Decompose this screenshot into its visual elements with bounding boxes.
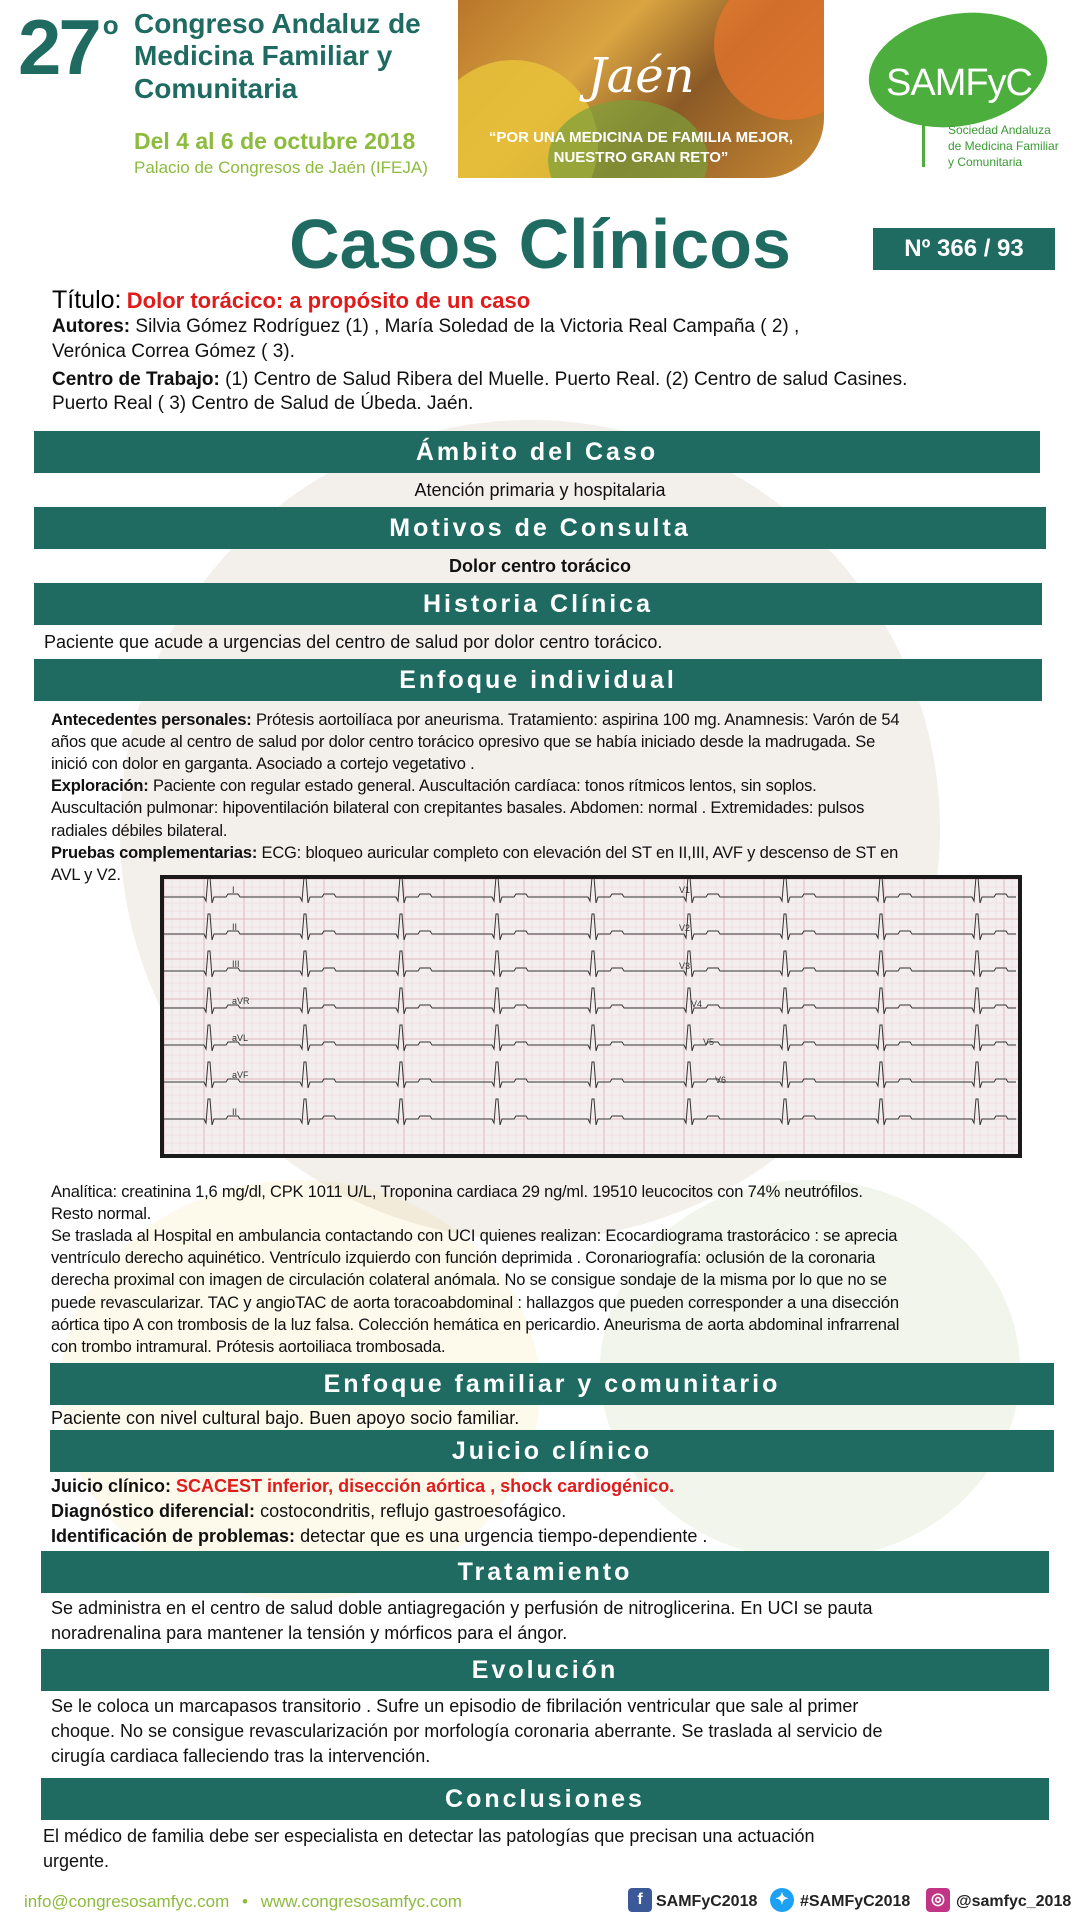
section-historia-heading: Historia Clínica	[34, 583, 1042, 625]
section-tratamiento-heading: Tratamiento	[41, 1551, 1049, 1593]
section-motivos-heading: Motivos de Consulta	[34, 507, 1046, 549]
ecg-lead-label: aVF	[232, 1070, 249, 1080]
congress-dates: Del 4 al 6 de octubre 2018	[134, 128, 416, 154]
ecg-lead-label: V1	[679, 885, 691, 895]
ecg-lead-label: V5	[703, 1037, 715, 1047]
section-historia-text: Paciente que acude a urgencias del centro de salud por dolor centro torácico.	[44, 632, 663, 652]
section-enfoque-familiar-heading: Enfoque familiar y comunitario	[50, 1363, 1054, 1405]
ecg-lead-label: III	[232, 959, 240, 969]
congress-venue: Palacio de Congresos de Jaén (IFEJA)	[134, 158, 428, 177]
section-tratamiento-text: Se administra en el centro de salud doble antiagregación y perfusión de nitroglicerina. En UCI se pauta noradrenalina para mantener la tensión y mórficos para el ángor.	[51, 1598, 873, 1644]
section-motivos-text: Dolor centro torácico	[448, 556, 632, 576]
ecg-lead-label: V4	[691, 999, 703, 1009]
ecg-lead-label: V3	[679, 961, 691, 971]
edition-number: 27 $^o$	[18, 3, 116, 91]
footer-contact: info@congresosamfyc.com • www.congresosamfyc.com	[24, 1892, 462, 1911]
ecg-lead-label: V6	[715, 1075, 727, 1085]
twitter-icon[interactable]: ✦	[770, 1888, 794, 1912]
footer-email[interactable]: info@congresosamfyc.com	[24, 1892, 230, 1911]
ecg-lead-label: V2	[679, 923, 691, 933]
ecg-lead-label: I	[232, 885, 235, 895]
section-enfoque-individual-heading: Enfoque individual	[34, 659, 1042, 701]
samfyc-subtitle: Sociedad Andaluza de Medicina Familiar y Comunitaria	[948, 123, 1059, 170]
facebook-icon[interactable]: f	[628, 1888, 652, 1912]
section-enfoque-familiar-text: Paciente con nivel cultural bajo. Buen apoyo socio familiar.	[51, 1408, 520, 1428]
footer-website[interactable]: www.congresosamfyc.com	[260, 1892, 462, 1911]
ecg-lead-label: II	[232, 1107, 238, 1117]
city-banner	[458, 0, 824, 178]
section-conclusiones-text: El médico de familia debe ser especialista en detectar las patologías que precisan una actuación urgente.	[43, 1826, 815, 1872]
enfoque-individual-results: Analítica: creatinina 1,6 mg/dl, CPK 1011 U/L, Troponina cardiaca 29 ng/ml. 19510 leucocitos con 74% neutrófilos. Resto normal. Se traslada al Hospital en ambulancia contactando con UCI quienes realizan: Ecocardiograma trastorácico : se aprecia ventrículo derecho aquinético. Ventrículo izquierdo con función deprimida . Coronariografía: oclusión de la coronaria derecha proximal con imagen de circulación colateral anómala. No se consigue sondaje de la misma por lo que no se puede revascularizar. TAC y angioTAC de aorta toracoabdominal : hallazgos que pueden corresponder a una disección aórtica tipo A con trombosis de la luz falsa. Colección hemática en pericardio. Aneurisma de aorta abdominal infrarrenal con trombo intramural. Prótesis aortoiliaca trombosada.	[51, 1183, 900, 1356]
footer-instagram[interactable]: @samfyc_2018	[956, 1893, 1072, 1910]
page-title: Casos Clínicos	[289, 205, 791, 283]
congress-motto: “POR UNA MEDICINA DE FAMILIA MEJOR, NUESTRO GRAN RETO”	[488, 129, 794, 166]
instagram-icon[interactable]: ◎	[926, 1888, 950, 1912]
footer-facebook[interactable]: SAMFyC2018	[656, 1893, 758, 1910]
case-title: Dolor torácico: a propósito de un caso	[126, 288, 531, 313]
city-name: Jaén	[587, 48, 695, 104]
ecg-lead-label: aVL	[232, 1033, 249, 1043]
ecg-lead-label: II	[232, 922, 238, 932]
case-number-badge: Nº 366 / 93	[873, 228, 1055, 270]
ecg-lead-label: aVR	[232, 996, 250, 1006]
section-conclusiones-heading: Conclusiones	[41, 1778, 1049, 1820]
header	[0, 0, 1080, 190]
ecg-tracing-image	[160, 875, 1022, 1158]
section-evolucion-text: Se le coloca un marcapasos transitorio . Sufre un episodio de fibrilación ventricular que sale al primer choque. No se consigue revascularización por morfología coronaria aberrante. Se traslada al servicio de cirugía cardiaca falleciendo tras la intervención.	[51, 1696, 883, 1767]
section-ambito-text: Atención primaria y hospitalaria	[414, 480, 666, 500]
footer-twitter[interactable]: #SAMFyC2018	[800, 1893, 911, 1910]
samfyc-logo-text: SAMFyC	[886, 62, 1032, 104]
workplace: Centro de Trabajo: (1) Centro de Salud Ribera del Muelle. Puerto Real. (2) Centro de salud Casines.	[52, 368, 908, 390]
section-ambito-heading: Ámbito del Caso	[34, 431, 1040, 473]
case-info: Título: Dolor torácico: a propósito de un caso Autores: Silvia Gómez Rodríguez (1) , María Soledad de la Victoria Real Campaña ( 2) , Verónica Correa Gómez ( 3). Centro de Trabajo: (1) Centro de Salud Ribera del Muelle. Puerto Real. (2) Centro de salud Casines. Puerto Real ( 3) Centro de Salud de Úbeda. Jaén.	[52, 286, 1042, 417]
authors: Autores: Silvia Gómez Rodríguez (1) , María Soledad de la Victoria Real Campaña ( 2) ,	[52, 316, 800, 338]
section-evolucion-heading: Evolución	[41, 1649, 1049, 1691]
section-juicio-heading: Juicio clínico	[50, 1430, 1054, 1472]
enfoque-individual-body: Antecedentes personales: Prótesis aortoilíaca por aneurisma. Tratamiento: aspirina 100 mg. Anamnesis: Varón de 54 años que acude al centro de salud por dolor centro torácico opresivo que se había iniciado desde la madrugada. Se inició con dolor en garganta. Asociado a cortejo vegetativo . Exploración: Paciente con regular estado general. Auscultación cardíaca: tonos rítmicos lentos, sin soplos. Auscultación pulmonar: hipoventilación bilateral con crepitantes basales. Abdomen: normal . Extremidades: pulsos radiales débiles bilateral. Pruebas complementarias: ECG: bloqueo auricular completo con elevación del ST en II,III, AVF y descenso de ST en AVL y V2.	[51, 711, 900, 884]
title-row: Título: Dolor torácico: a propósito de un caso	[52, 286, 531, 314]
ecg-tracing	[164, 879, 1018, 1154]
section-juicio-body: Juicio clínico: SCACEST inferior, disección aórtica , shock cardiogénico. Diagnóstico diferencial: costocondritis, reflujo gastroesofágico. Identificación de problemas: detectar que es una urgencia tiempo-dependiente .	[51, 1476, 708, 1547]
samfyc-logo-stem	[922, 112, 925, 167]
congress-name: Congreso Andaluz de Medicina Familiar y Comunitaria	[134, 8, 421, 104]
